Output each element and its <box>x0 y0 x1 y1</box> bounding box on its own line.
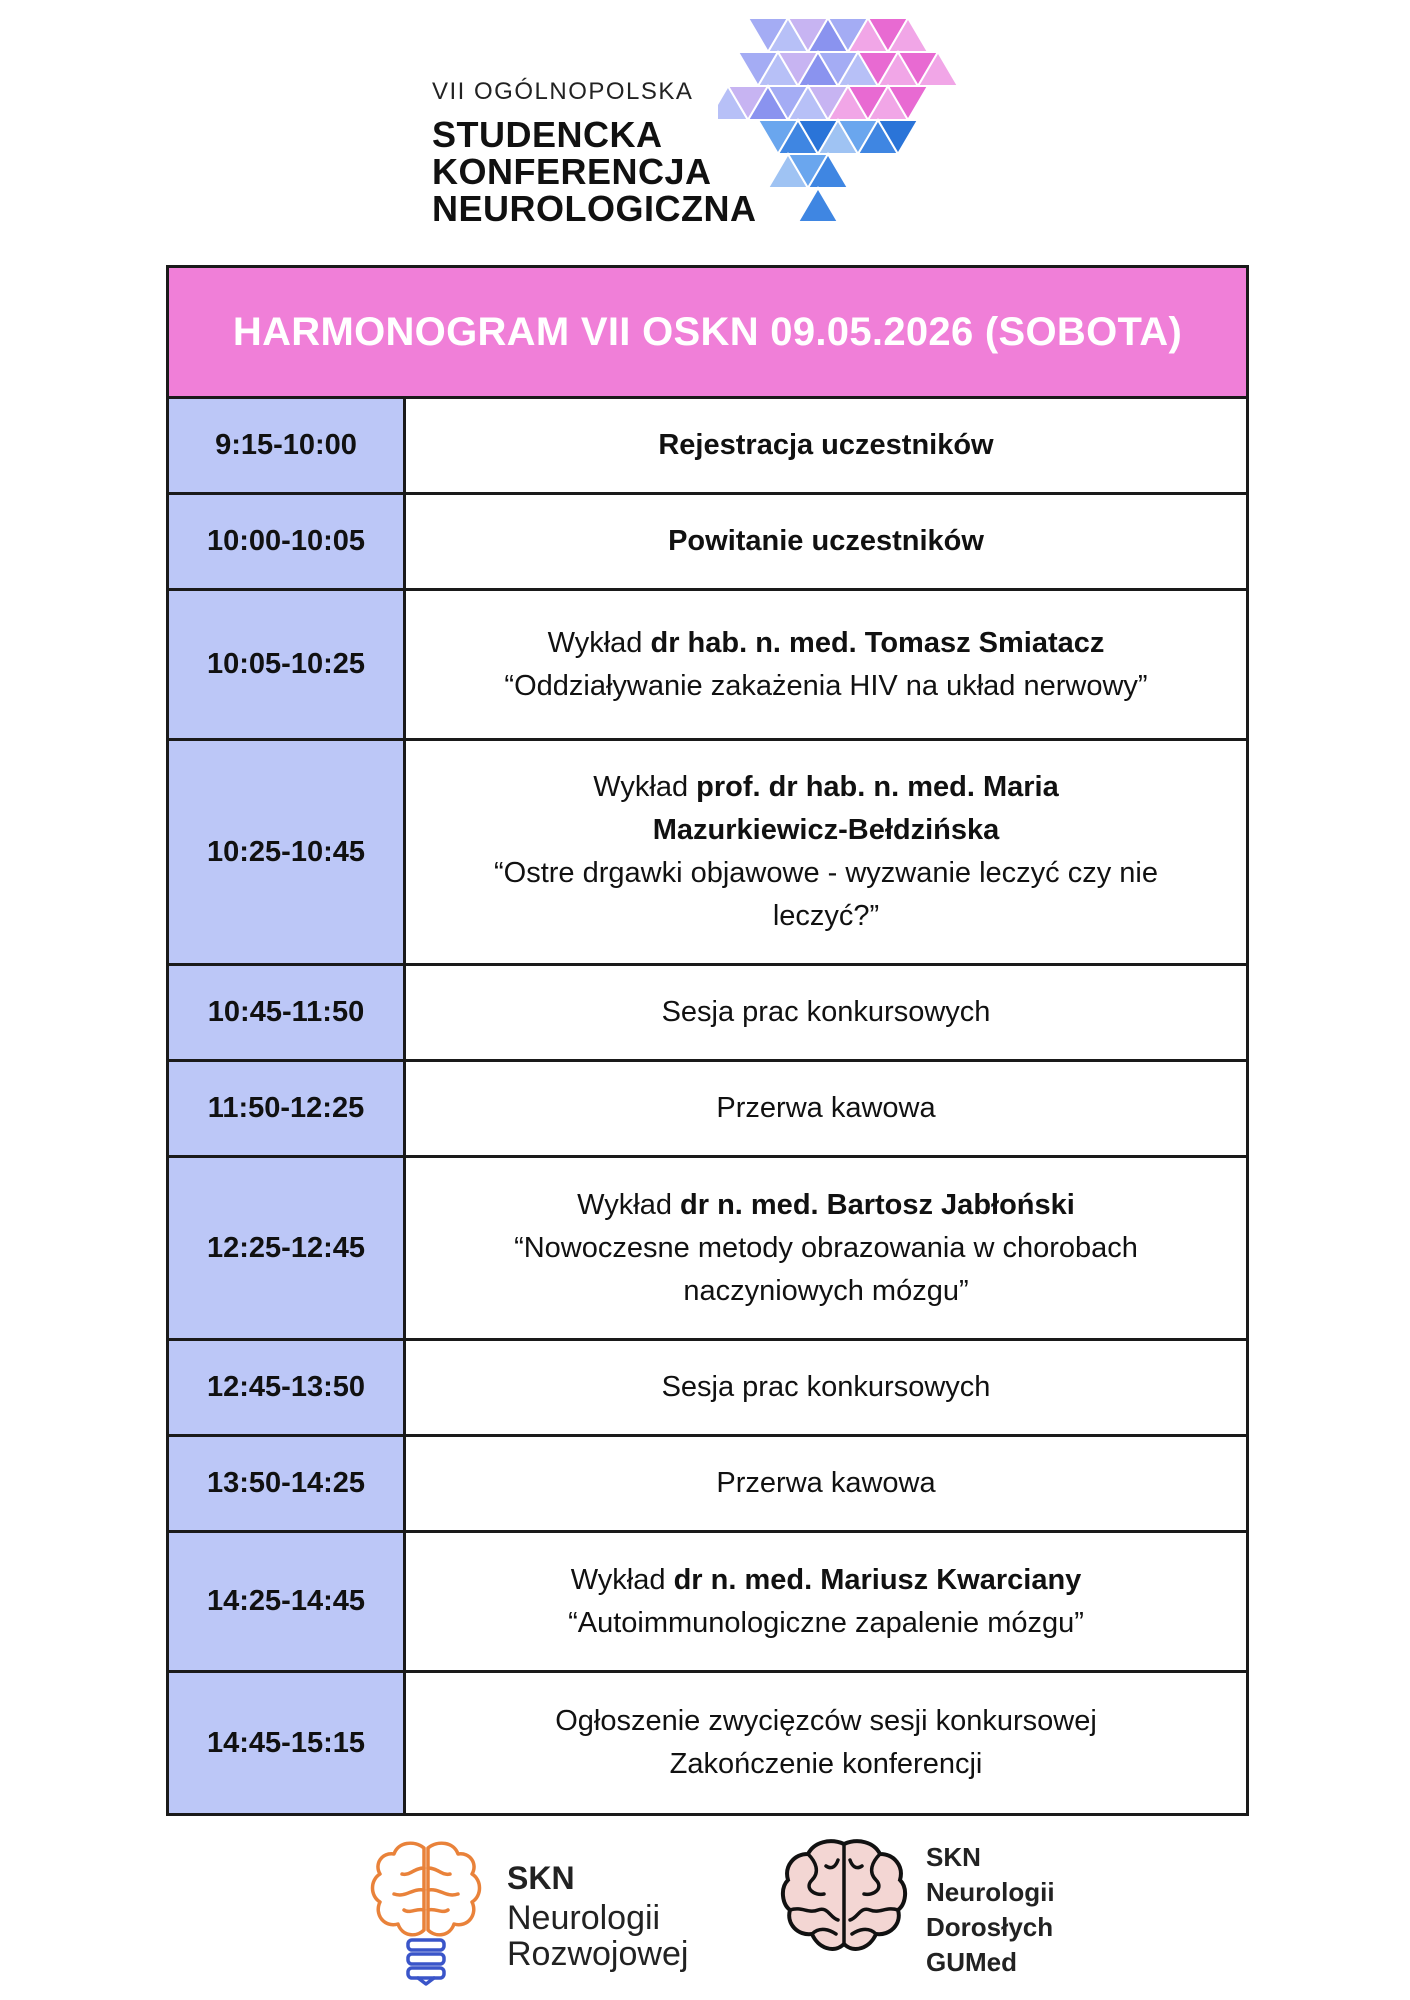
brain-icon <box>780 1836 910 1961</box>
time-cell: 11:50-12:25 <box>169 1062 406 1155</box>
event-line <box>568 1602 1084 1645</box>
time-cell: 10:05-10:25 <box>169 591 406 738</box>
event-line <box>683 1270 968 1313</box>
event-line <box>658 424 993 467</box>
event-line <box>653 809 1000 852</box>
event-text: Przerwa kawowa <box>716 1092 936 1124</box>
time-cell: 12:25-12:45 <box>169 1158 406 1338</box>
event-line <box>548 622 1105 665</box>
event-text: Wykład <box>593 771 697 803</box>
schedule-row <box>169 591 1246 741</box>
event-line <box>773 895 879 938</box>
event-cell <box>406 1062 1246 1155</box>
event-speaker: prof. dr hab. n. med. Maria <box>696 771 1059 803</box>
event-line <box>670 1743 983 1786</box>
event-speaker: dr n. med. Mariusz Kwarciany <box>673 1563 1082 1596</box>
event-text: Zakończenie konferencji <box>669 1748 983 1780</box>
skn2-name-line-2: Dorosłych <box>926 1912 1054 1942</box>
logo-line-1: STUDENCKA <box>432 114 663 155</box>
event-cell <box>406 591 1246 738</box>
event-text: Sesja prac konkursowych <box>661 996 991 1028</box>
schedule-title: HARMONOGRAM VII OSKN 09.05.2026 (SOBOTA) <box>169 268 1246 399</box>
skn-doroslych-text <box>926 1840 1055 1980</box>
schedule-row <box>169 1062 1246 1158</box>
event-cell <box>406 1437 1246 1530</box>
event-line <box>494 852 1158 895</box>
event-line <box>514 1227 1138 1270</box>
skn2-name-line-1: Neurologii <box>926 1877 1055 1907</box>
event-text: Przerwa kawowa <box>716 1467 936 1499</box>
event-text: “Nowoczesne metody obrazowania w chorobach <box>514 1231 1138 1264</box>
event-line <box>662 1366 991 1409</box>
event-speaker: Powitanie uczestników <box>668 525 984 557</box>
event-text: “Oddziaływanie zakażenia HIV na układ nerwowy” <box>504 669 1148 702</box>
event-line <box>716 1087 935 1130</box>
schedule-row <box>169 1533 1246 1673</box>
skn2-label: SKN <box>926 1842 981 1872</box>
event-cell <box>406 966 1246 1059</box>
event-text: Wykład <box>577 1188 681 1221</box>
skn-label: SKN <box>507 1860 575 1896</box>
schedule-row <box>169 1673 1246 1813</box>
event-cell <box>406 399 1246 492</box>
event-speaker: dr hab. n. med. Tomasz Smiatacz <box>650 626 1105 659</box>
event-text: Sesja prac konkursowych <box>661 1371 991 1403</box>
event-cell <box>406 1341 1246 1434</box>
event-line <box>716 1462 935 1505</box>
time-cell: 14:45-15:15 <box>169 1673 406 1813</box>
schedule-row <box>169 495 1246 591</box>
event-text: Wykład <box>570 1563 674 1596</box>
skn-name-line-2: Rozwojowej <box>507 1935 689 1973</box>
event-text: Wykład <box>547 626 651 659</box>
skn-rozwojowej-text <box>507 1862 688 1972</box>
event-speaker: Rejestracja uczestników <box>658 429 994 461</box>
time-cell: 13:50-14:25 <box>169 1437 406 1530</box>
time-cell: 12:45-13:50 <box>169 1341 406 1434</box>
event-text: Ogłoszenie zwycięzców sesji konkursowej <box>555 1705 1097 1737</box>
time-cell: 14:25-14:45 <box>169 1533 406 1670</box>
heart-triangle <box>798 188 838 222</box>
skn2-name-line-3: GUMed <box>926 1947 1017 1977</box>
schedule-row <box>169 741 1246 966</box>
event-speaker: dr n. med. Bartosz Jabłoński <box>680 1188 1075 1221</box>
event-line <box>662 991 991 1034</box>
heart-triangles <box>718 18 958 222</box>
event-cell <box>406 1533 1246 1670</box>
event-line <box>571 1559 1082 1602</box>
event-cell <box>406 495 1246 588</box>
event-line <box>504 665 1147 708</box>
skn-name-line-1: Neurologii <box>507 1899 661 1937</box>
conference-logo-text <box>432 80 757 227</box>
schedule-row <box>169 399 1246 495</box>
schedule-row <box>169 1158 1246 1341</box>
schedule-row <box>169 1437 1246 1533</box>
event-text: “Ostre drgawki objawowe - wyzwanie leczyć czy nie <box>494 857 1158 889</box>
event-cell <box>406 741 1246 963</box>
time-cell: 9:15-10:00 <box>169 399 406 492</box>
logo-line-edition: VII OGÓLNOPOLSKA <box>432 78 694 105</box>
event-line <box>593 766 1058 809</box>
event-text: “Autoimmunologiczne zapalenie mózgu” <box>568 1606 1084 1639</box>
event-text: leczyć?” <box>772 900 880 932</box>
event-cell <box>406 1673 1246 1813</box>
logo-line-3: NEUROLOGICZNA <box>432 188 757 229</box>
schedule-rows <box>169 399 1246 1813</box>
brain-lightbulb-icon <box>366 1838 486 1986</box>
event-cell <box>406 1158 1246 1338</box>
event-line <box>555 1700 1097 1743</box>
event-line <box>668 520 984 563</box>
time-cell: 10:25-10:45 <box>169 741 406 963</box>
time-cell: 10:45-11:50 <box>169 966 406 1059</box>
schedule-row <box>169 1341 1246 1437</box>
time-cell: 10:00-10:05 <box>169 495 406 588</box>
event-speaker: Mazurkiewicz-Bełdzińska <box>652 814 1000 846</box>
logo-line-2: KONFERENCJA <box>432 151 712 192</box>
event-text: naczyniowych mózgu” <box>683 1274 969 1307</box>
schedule-table <box>166 265 1249 1816</box>
event-line <box>577 1184 1075 1227</box>
schedule-row <box>169 966 1246 1062</box>
triangle-heart-icon <box>718 14 988 234</box>
